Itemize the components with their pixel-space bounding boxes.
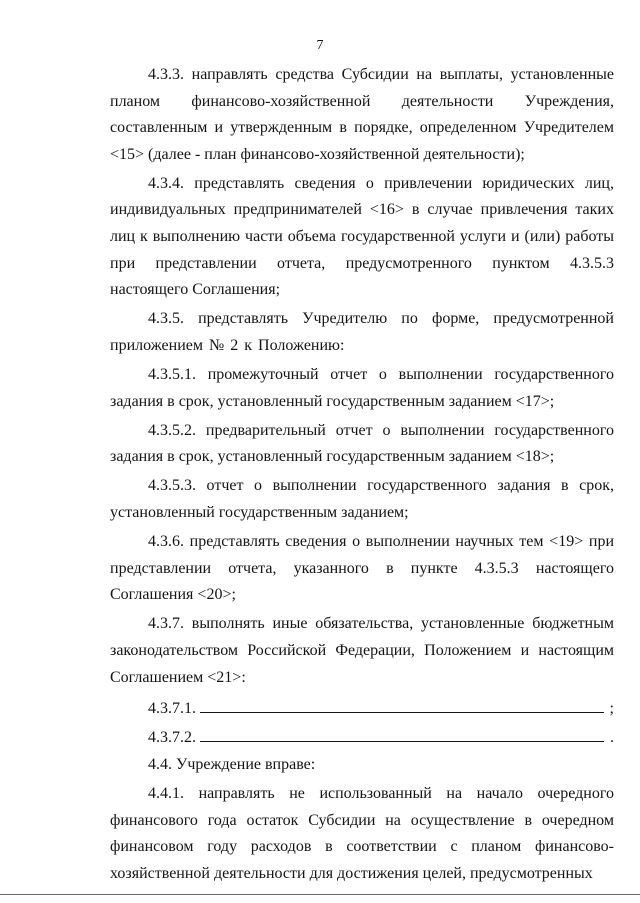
clause-4-3-7-2-blank xyxy=(110,723,614,750)
clause-4-3-7-1-label: 4.3.7.1. xyxy=(148,699,196,717)
clause-4-4: 4.4. Учреждение вправе: xyxy=(148,755,316,773)
clause-4-3-7: 4.3.7. выполнять иные обязательства, установленные бюджетным законодательством Российской Федерации, Положением и настоящим Соглашением <21>: xyxy=(110,615,614,686)
clause-4-4-1: 4.4.1. направлять не использованный на начало очередного финансового года остаток Субсидии на осуществление в очередном финансовом году расходов в соответствии с планом финансово-хозяйственной деятельности для достижения целей, предусмотренных xyxy=(110,784,614,882)
clause-4-3-5: 4.3.5. представлять Учредителю по форме, предусмотренной приложением № 2 к Положению: xyxy=(110,310,614,354)
clause-4-3-5-1: 4.3.5.1. промежуточный отчет о выполнении государственного задания в срок, установленный государственным заданием <17>; xyxy=(110,366,614,410)
clause-4-3-6: 4.3.6. представлять сведения о выполнении научных тем <19> при представлении отчета, указанного в пункте 4.3.5.3 настоящего Соглашения <20>; xyxy=(110,533,614,604)
page-number: 7 xyxy=(316,38,324,53)
clause-4-3-3: 4.3.3. направлять средства Субсидии на выплаты, установленные планом финансово-хозяйственной деятельности Учреждения, составленным и утвержденным в порядке, определенном Учредителем <15> (далее - план финансово-хозяйственной деятельности); xyxy=(110,66,614,163)
clause-4-3-7-2-end: . xyxy=(610,728,614,746)
clause-4-3-7-1-end: ; xyxy=(609,699,614,717)
page-bottom-edge xyxy=(0,894,640,895)
clause-4-3-4: 4.3.4. представлять сведения о привлечении юридических лиц, индивидуальных предпринимателей <16> в случае привлечения таких лиц к выполнению части объема государственной услуги и (или) работы при представлении отчета, предусмотренного пунктом 4.3.5.3 настоящего Соглашения; xyxy=(110,174,614,299)
blank-underline xyxy=(200,723,604,742)
clause-4-3-5-2: 4.3.5.2. предварительный отчет о выполнении государственного задания в срок, установленный государственным заданием <18>; xyxy=(110,421,614,466)
document-body xyxy=(110,62,614,890)
clause-4-3-7-2-label: 4.3.7.2. xyxy=(148,728,196,746)
blank-underline xyxy=(200,694,604,713)
clause-4-3-5-3: 4.3.5.3. отчет о выполнении государственного задания в срок, установленный государственным заданием; xyxy=(110,477,614,521)
clause-4-3-7-1-blank xyxy=(110,694,614,721)
